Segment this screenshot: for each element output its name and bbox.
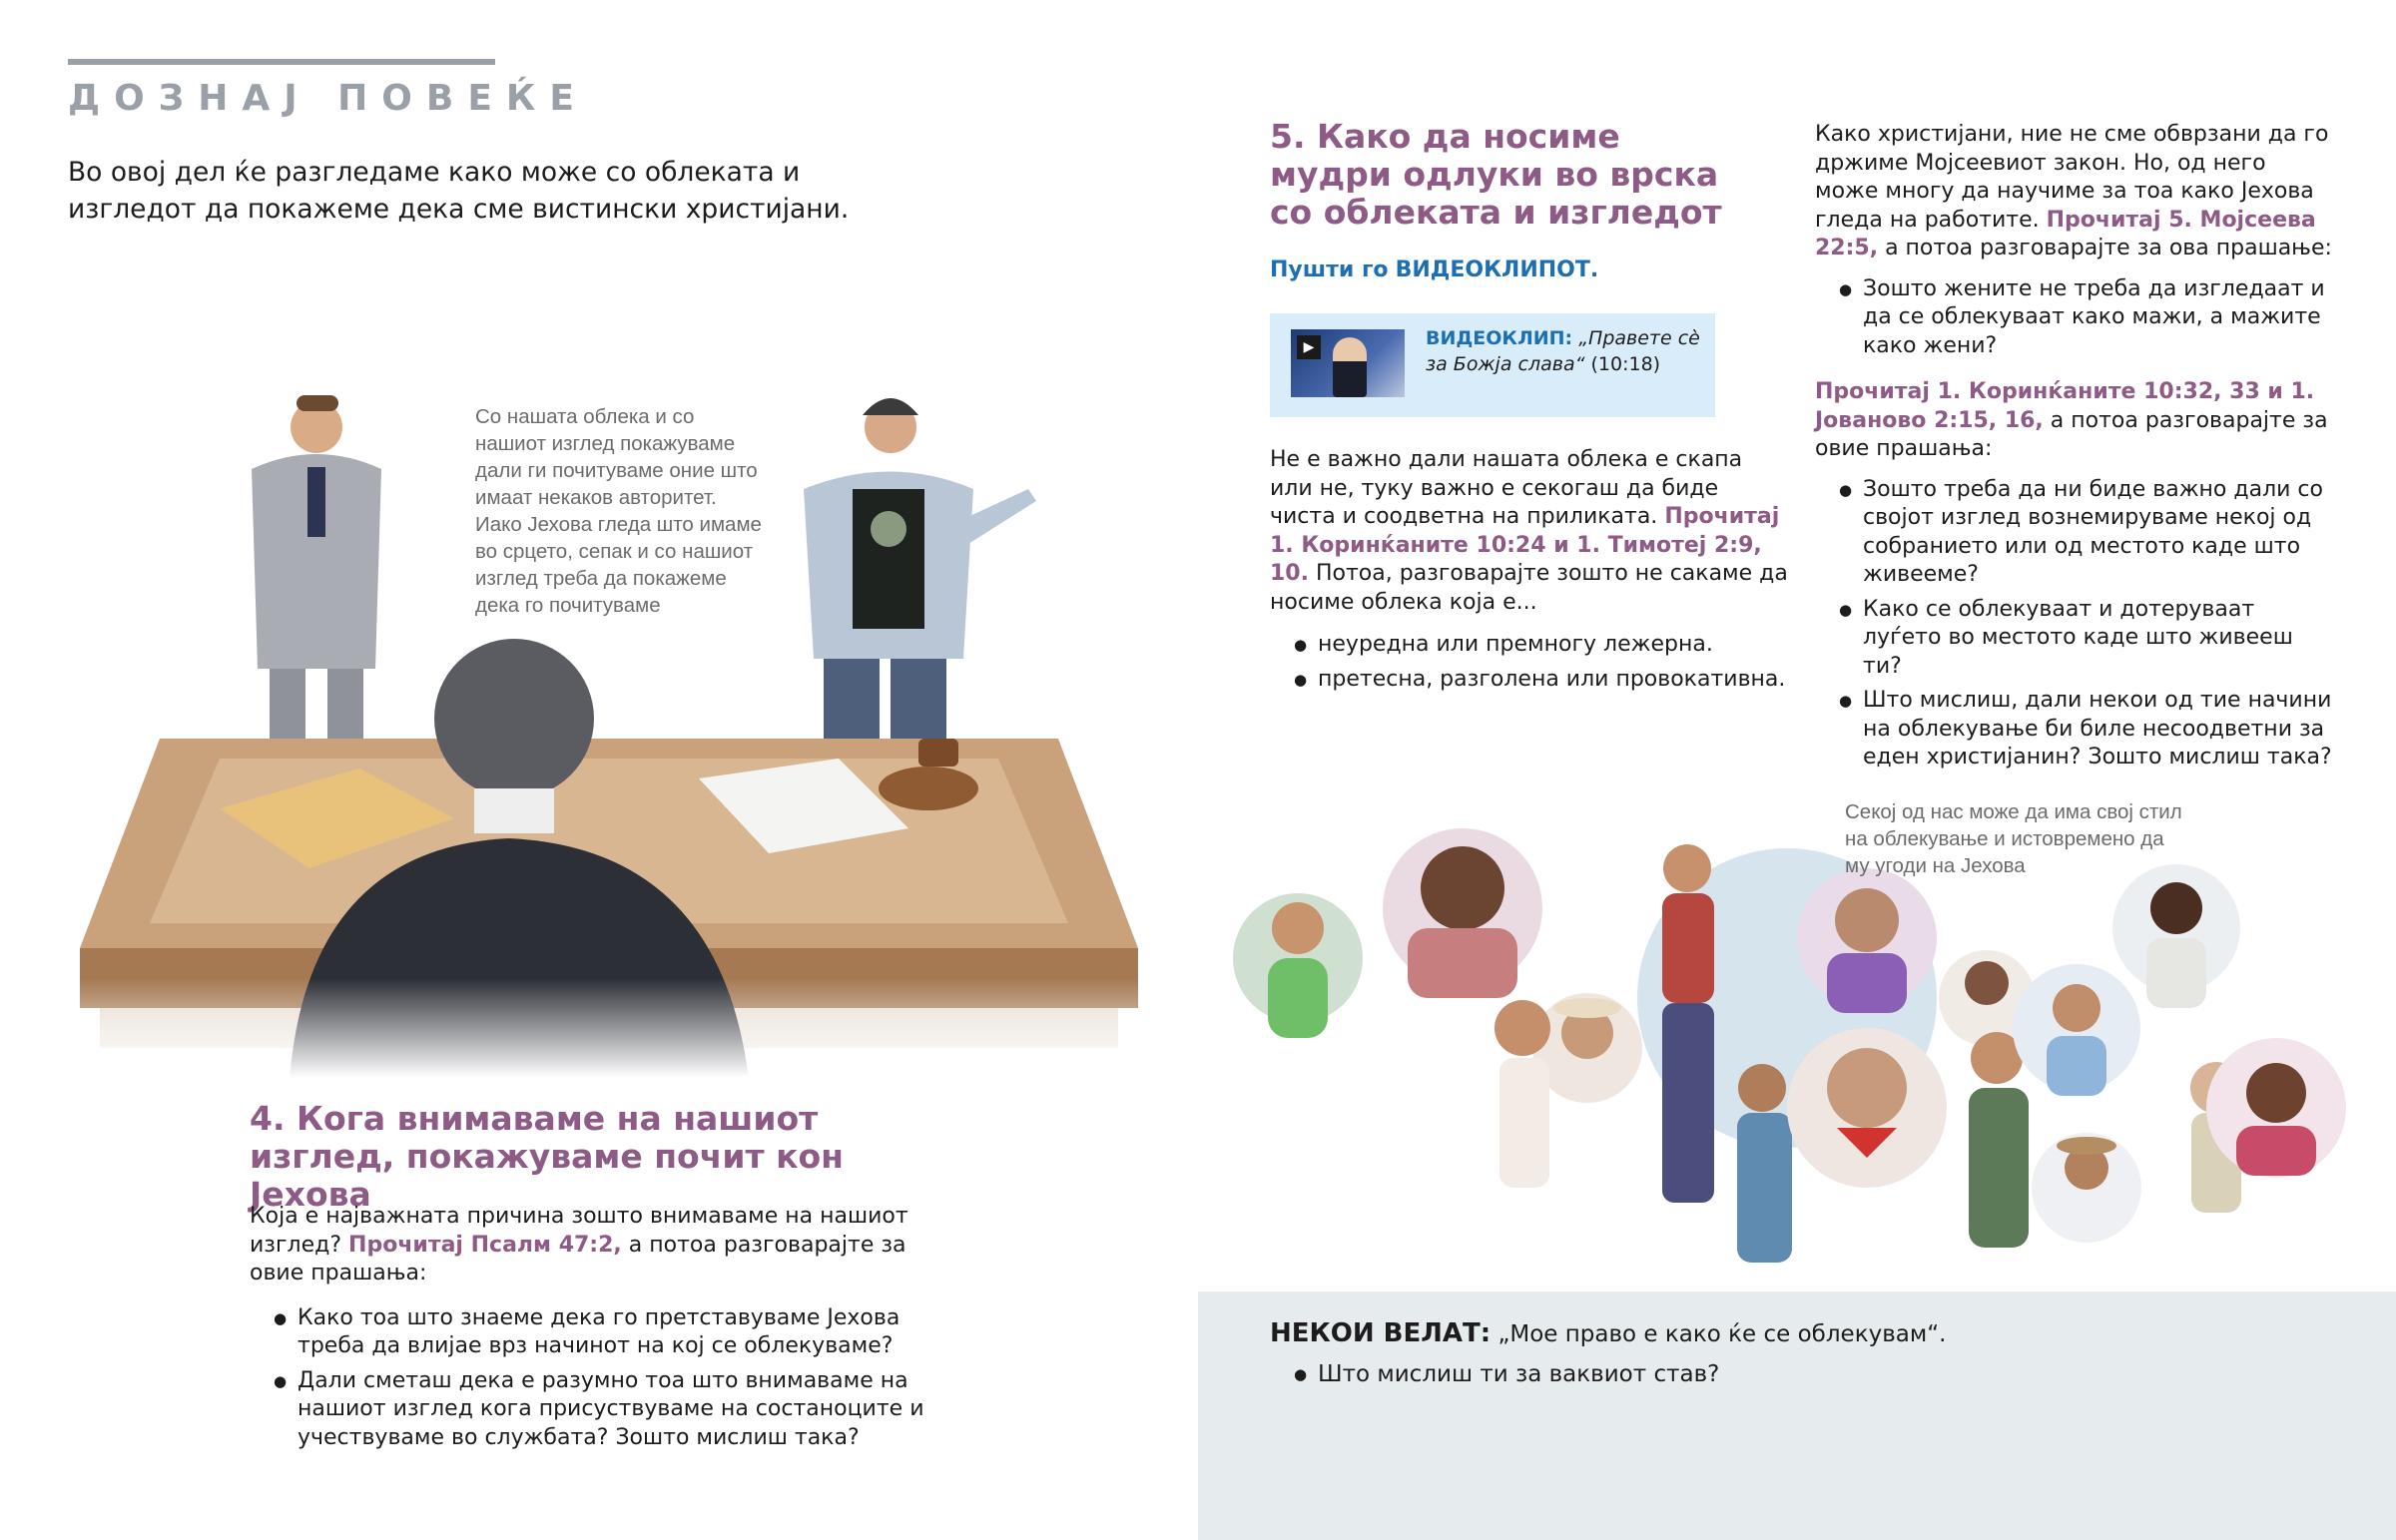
right-questions-2	[1839, 476, 2334, 772]
section4-read-suffix: а потоа разговарајте за овие прашања:	[250, 1232, 906, 1285]
right-question: ● Зошто жените не треба да изгледаат и да се облекуваат како мажи, а мажите како жени?	[1839, 275, 2334, 361]
play-icon[interactable]: ▶	[1297, 335, 1321, 359]
section-label: ДОЗНАЈ ПОВЕЌЕ	[68, 78, 588, 119]
section5-read-ref[interactable]: Прочитај 1. Коринќаните 10:24 и 1. Тимотеј 2:9, 10.	[1270, 504, 1780, 586]
some-say-question: ● Што мислиш ти за ваквиот став?	[1294, 1358, 1946, 1390]
section4-questions	[274, 1304, 938, 1453]
section5-body	[1270, 446, 1789, 700]
some-say-block	[1270, 1317, 1946, 1396]
people-illustration	[1218, 808, 2366, 1297]
court-caption: Со нашата облека и со нашиот изглед покажуваме дали ги почитуваме оние што имаат некаков авторитет. Иако Јехова гледа што имаме во срцето, сепак и со нашиот изглед треба да покажеме дека го почитуваме	[475, 405, 762, 617]
video-thumbnail[interactable]	[1291, 329, 1405, 397]
right-column	[1815, 121, 2334, 778]
intro-text: Во овој дел ќе разгледаме како може со облеката и изгледот да покажеме дека сме вистински христијани.	[68, 157, 850, 225]
some-say-label: НЕКОИ ВЕЛАТ:	[1270, 1318, 1492, 1348]
right-p1-suffix: а потоа разговарајте за ова прашање:	[1885, 236, 2332, 260]
video-info[interactable]	[1426, 325, 1705, 377]
section4-read-ref[interactable]: Прочитај Псалм 47:2,	[348, 1232, 622, 1258]
right-p2-ref[interactable]: Прочитај 1. Коринќаните 10:32, 33 и 1. Јованово 2:15, 16,	[1815, 379, 2315, 433]
some-say-quote: „Мое право е како ќе се облекувам“.	[1498, 1321, 1947, 1347]
right-p1-ref[interactable]: Прочитај 5. Мојсеева 22:5,	[1815, 207, 2316, 260]
section5-text-before: Не е важно дали нашата облека е скапа или не, туку важно е секогаш да биде чиста и соодветна на приликата.	[1270, 447, 1743, 529]
right-p2-suffix: а потоа разговарајте за овие прашања:	[1815, 407, 2328, 461]
section5-list	[1294, 631, 1789, 694]
section4-question: ● Дали сметаш дека е разумно тоа што внимаваме на нашиот изглед кога присуствуваме на состаноците и учествуваме во службата? Зошто мислиш така?	[274, 1367, 938, 1453]
video-title: „Правете сè за Божја слава“	[1426, 327, 1700, 375]
section5-item: ● претесна, разголена или провокативна.	[1294, 666, 1789, 695]
right-questions-1	[1839, 275, 2334, 361]
some-say-list	[1294, 1358, 1946, 1390]
play-video-line	[1270, 257, 1598, 282]
play-video-link[interactable]: ВИДЕОКЛИПОТ.	[1395, 257, 1599, 282]
header-rule	[68, 59, 495, 65]
play-prefix: Пушти го	[1270, 257, 1389, 282]
section4-heading: 4. Кога внимаваме на нашиот изглед, покажуваме почит кон Јехова	[250, 1099, 844, 1214]
people-caption: Секој од нас може да има свој стил на облекување и истовремено да му угоди на Јехова	[1845, 800, 2182, 877]
section4-question: ● Како тоа што знаеме дека го претставуваме Јехова треба да влијае врз начинот на кој се облекуваме?	[274, 1304, 938, 1361]
video-label: ВИДЕОКЛИП:	[1426, 327, 1573, 349]
video-duration: (10:18)	[1590, 353, 1661, 375]
right-question: ● Како се облекуваат и дотеруваат луѓето во местото каде што живееш ти?	[1839, 596, 2334, 682]
right-question: ● Што мислиш, дали некои од тие начини на облекување би биле несоодветни за еден христијанин? Зошто мислиш така?	[1839, 687, 2334, 772]
right-question: ● Зошто треба да ни биде важно дали со својот изглед вознемируваме некој од собранието или од местото каде што живееме?	[1839, 476, 2334, 590]
section4-text: Која е најважната причина зошто внимаваме на нашиот изглед?	[250, 1204, 908, 1258]
section5-item: ● неуредна или премногу лежерна.	[1294, 631, 1789, 660]
section5-text-after: Потоа, разговарајте зошто не сакаме да носиме облека која е...	[1270, 561, 1788, 615]
section4-body	[250, 1203, 938, 1458]
section5-heading: 5. Како да носиме мудри одлуки во врска со облеката и изгледот	[1270, 117, 1722, 232]
right-p1-text: Како христијани, ние не сме обврзани да го држиме Мојсеевиот закон. Но, од него може многу да научиме за тоа како Јехова гледа на работите.	[1815, 122, 2329, 233]
